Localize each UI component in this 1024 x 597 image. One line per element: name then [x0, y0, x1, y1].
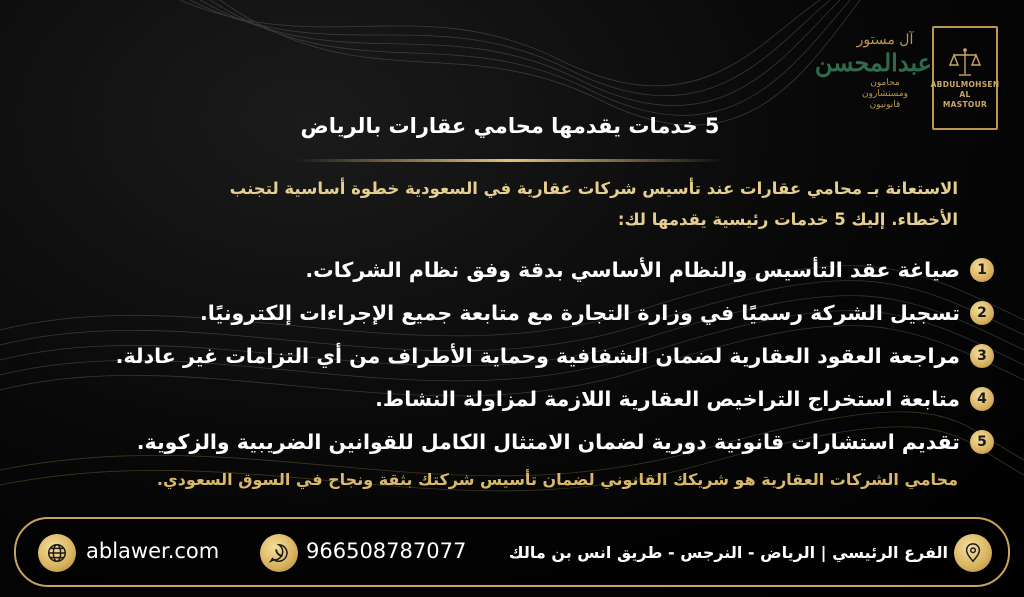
- intro-paragraph: [100, 173, 958, 235]
- scales-of-justice-icon: [948, 46, 982, 80]
- number-badge: 2: [970, 301, 994, 325]
- contact-footer: [14, 517, 1010, 587]
- logo-tagline-3: قانونيون: [869, 100, 901, 110]
- number-badge: 5: [970, 430, 994, 454]
- page-title: 5 خدمات يقدمها محامي عقارات بالرياض: [300, 114, 720, 138]
- branch-address: الفرع الرئيسي | الرياض - النرجس - طريق انس بن مالك: [508, 543, 948, 562]
- logo-english-name-2: AL MASTOUR: [942, 90, 988, 109]
- logo-tagline-1: محامون: [870, 78, 900, 88]
- logo-family-name: آل مستور: [856, 32, 914, 48]
- location-pin-icon: [954, 534, 992, 572]
- globe-icon: [38, 534, 76, 572]
- number-badge: 3: [970, 344, 994, 368]
- list-item: [80, 420, 998, 463]
- logo-emblem: [932, 26, 998, 130]
- service-text: تقديم استشارات قانونية دورية لضمان الامتثال الكامل للقوانين الضريبية والزكوية.: [136, 429, 960, 454]
- logo-tagline-2: ومستشارون: [862, 89, 908, 99]
- number-badge: 1: [970, 258, 994, 282]
- services-list: [80, 248, 998, 463]
- list-item: [80, 377, 998, 420]
- website-link[interactable]: ablawer.com: [86, 539, 220, 563]
- phone-number[interactable]: 966508787077: [306, 539, 467, 563]
- title-divider: [295, 159, 725, 162]
- number-badge: 4: [970, 387, 994, 411]
- logo-english-name-1: ABDULMOHSEN: [930, 80, 1000, 89]
- service-text: صياغة عقد التأسيس والنظام الأساسي بدقة وفق نظام الشركات.: [305, 257, 960, 282]
- whatsapp-icon: [260, 534, 298, 572]
- intro-line-1: الاستعانة بـ محامي عقارات عند تأسيس شركات عقارية في السعودية خطوة أساسية لتجنب: [229, 179, 958, 198]
- list-item: [80, 334, 998, 377]
- list-item: [80, 291, 998, 334]
- firm-logo: [814, 26, 1000, 130]
- logo-arabic-text: [814, 26, 932, 130]
- intro-line-2: الأخطاء. إليك 5 خدمات رئيسية يقدمها لك:: [617, 210, 958, 229]
- service-text: مراجعة العقود العقارية لضمان الشفافية وحماية الأطراف من أي التزامات غير عادلة.: [115, 343, 960, 368]
- service-text: تسجيل الشركة رسميًا في وزارة التجارة مع متابعة جميع الإجراءات إلكترونيًا.: [200, 300, 960, 325]
- list-item: [80, 248, 998, 291]
- service-text: متابعة استخراج التراخيص العقارية اللازمة لمزاولة النشاط.: [375, 386, 960, 411]
- logo-main-name: عبدالمحسن: [814, 48, 932, 77]
- closing-statement: محامي الشركات العقارية هو شريكك القانوني لضمان تأسيس شركتك بثقة ونجاح في السوق السعودي.: [156, 470, 958, 489]
